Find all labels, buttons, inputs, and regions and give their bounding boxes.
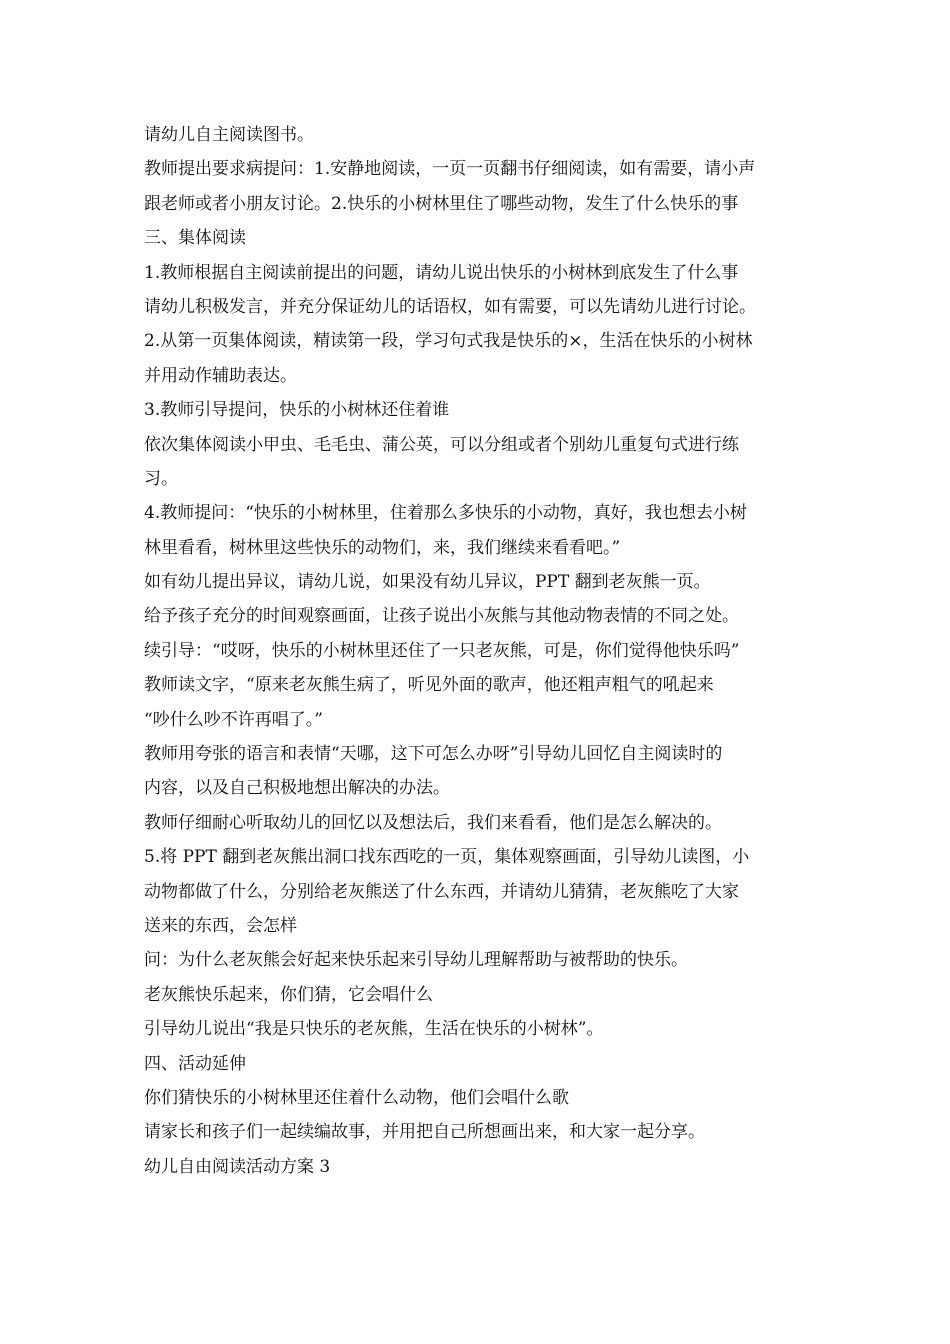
text-line: 1.教师根据自主阅读前提出的问题，请幼儿说出快乐的小树林到底发生了什么事: [144, 262, 739, 283]
text-line: 2.从第一页集体阅读，精读第一段，学习句式我是快乐的×，生活在快乐的小树林: [144, 331, 753, 352]
section-heading: 三、集体阅读: [144, 228, 246, 249]
text-line: 教师用夸张的语言和表情“天哪，这下可怎么办呀”引导幼儿回忆自主阅读时的: [144, 744, 723, 765]
text-line: 请幼儿积极发言，并充分保证幼儿的话语权，如有需要，可以先请幼儿进行讨论。: [144, 296, 756, 317]
text-line: 如有幼儿提出异议，请幼儿说，如果没有幼儿异议，PPT 翻到老灰熊一页。: [144, 572, 711, 593]
text-line: 问：为什么老灰熊会好起来快乐起来引导幼儿理解帮助与被帮助的快乐。: [144, 950, 688, 971]
text-line: 跟老师或者小朋友讨论。2.快乐的小树林里住了哪些动物，发生了什么快乐的事: [144, 193, 739, 214]
section-heading: 四、活动延伸: [144, 1053, 246, 1074]
text-line: 教师读文字，“原来老灰熊生病了，听见外面的歌声，他还粗声粗气的吼起来: [144, 675, 714, 696]
text-line: 教师仔细耐心听取幼儿的回忆以及想法后，我们来看看，他们是怎么解决的。: [144, 812, 722, 833]
text-line: 老灰熊快乐起来，你们猜，它会唱什么: [144, 984, 433, 1005]
text-line: 引导幼儿说出“我是只快乐的老灰熊，生活在快乐的小树林”。: [144, 1019, 604, 1040]
text-line: 给予孩子充分的时间观察画面，让孩子说出小灰熊与其他动物表情的不同之处。: [144, 606, 739, 627]
document-body: [144, 118, 812, 1184]
text-line: 动物都做了什么，分别给老灰熊送了什么东西，并请幼儿猜猜，老灰熊吃了大家: [144, 881, 739, 902]
document-title: 幼儿自由阅读活动方案 3: [144, 1156, 331, 1177]
text-line: 习。: [144, 468, 178, 489]
text-line: 林里看看，树林里这些快乐的动物们，来，我们继续来看看吧。”: [144, 537, 621, 558]
text-line: 并用动作辅助表达。: [144, 365, 297, 386]
text-line: 内容，以及自己积极地想出解决的办法。: [144, 778, 450, 799]
text-line: 依次集体阅读小甲虫、毛毛虫、蒲公英，可以分组或者个别幼儿重复句式进行练: [144, 434, 739, 455]
text-line: 3.教师引导提问，快乐的小树林还住着谁: [144, 400, 450, 421]
text-line: 4.教师提问：“快乐的小树林里，住着那么多快乐的小动物，真好，我也想去小树: [144, 503, 747, 524]
text-line: 你们猜快乐的小树林里还住着什么动物，他们会唱什么歌: [144, 1087, 569, 1108]
text-line: 5.将 PPT 翻到老灰熊出洞口找东西吃的一页，集体观察画面，引导幼儿读图，小: [144, 847, 750, 868]
text-line: 请幼儿自主阅读图书。: [144, 125, 314, 145]
text-line: 教师提出要求病提问：1.安静地阅读，一页一页翻书仔细阅读，如有需要，请小声: [144, 159, 756, 180]
text-line: “吵什么吵不许再唱了。”: [144, 709, 323, 730]
text-line: 续引导：“哎呀，快乐的小树林里还住了一只老灰熊，可是，你们觉得他快乐吗”: [144, 640, 740, 661]
text-line: 请家长和孩子们一起续编故事，并用把自己所想画出来，和大家一起分享。: [144, 1122, 705, 1143]
text-line: 送来的东西，会怎样: [144, 915, 297, 936]
